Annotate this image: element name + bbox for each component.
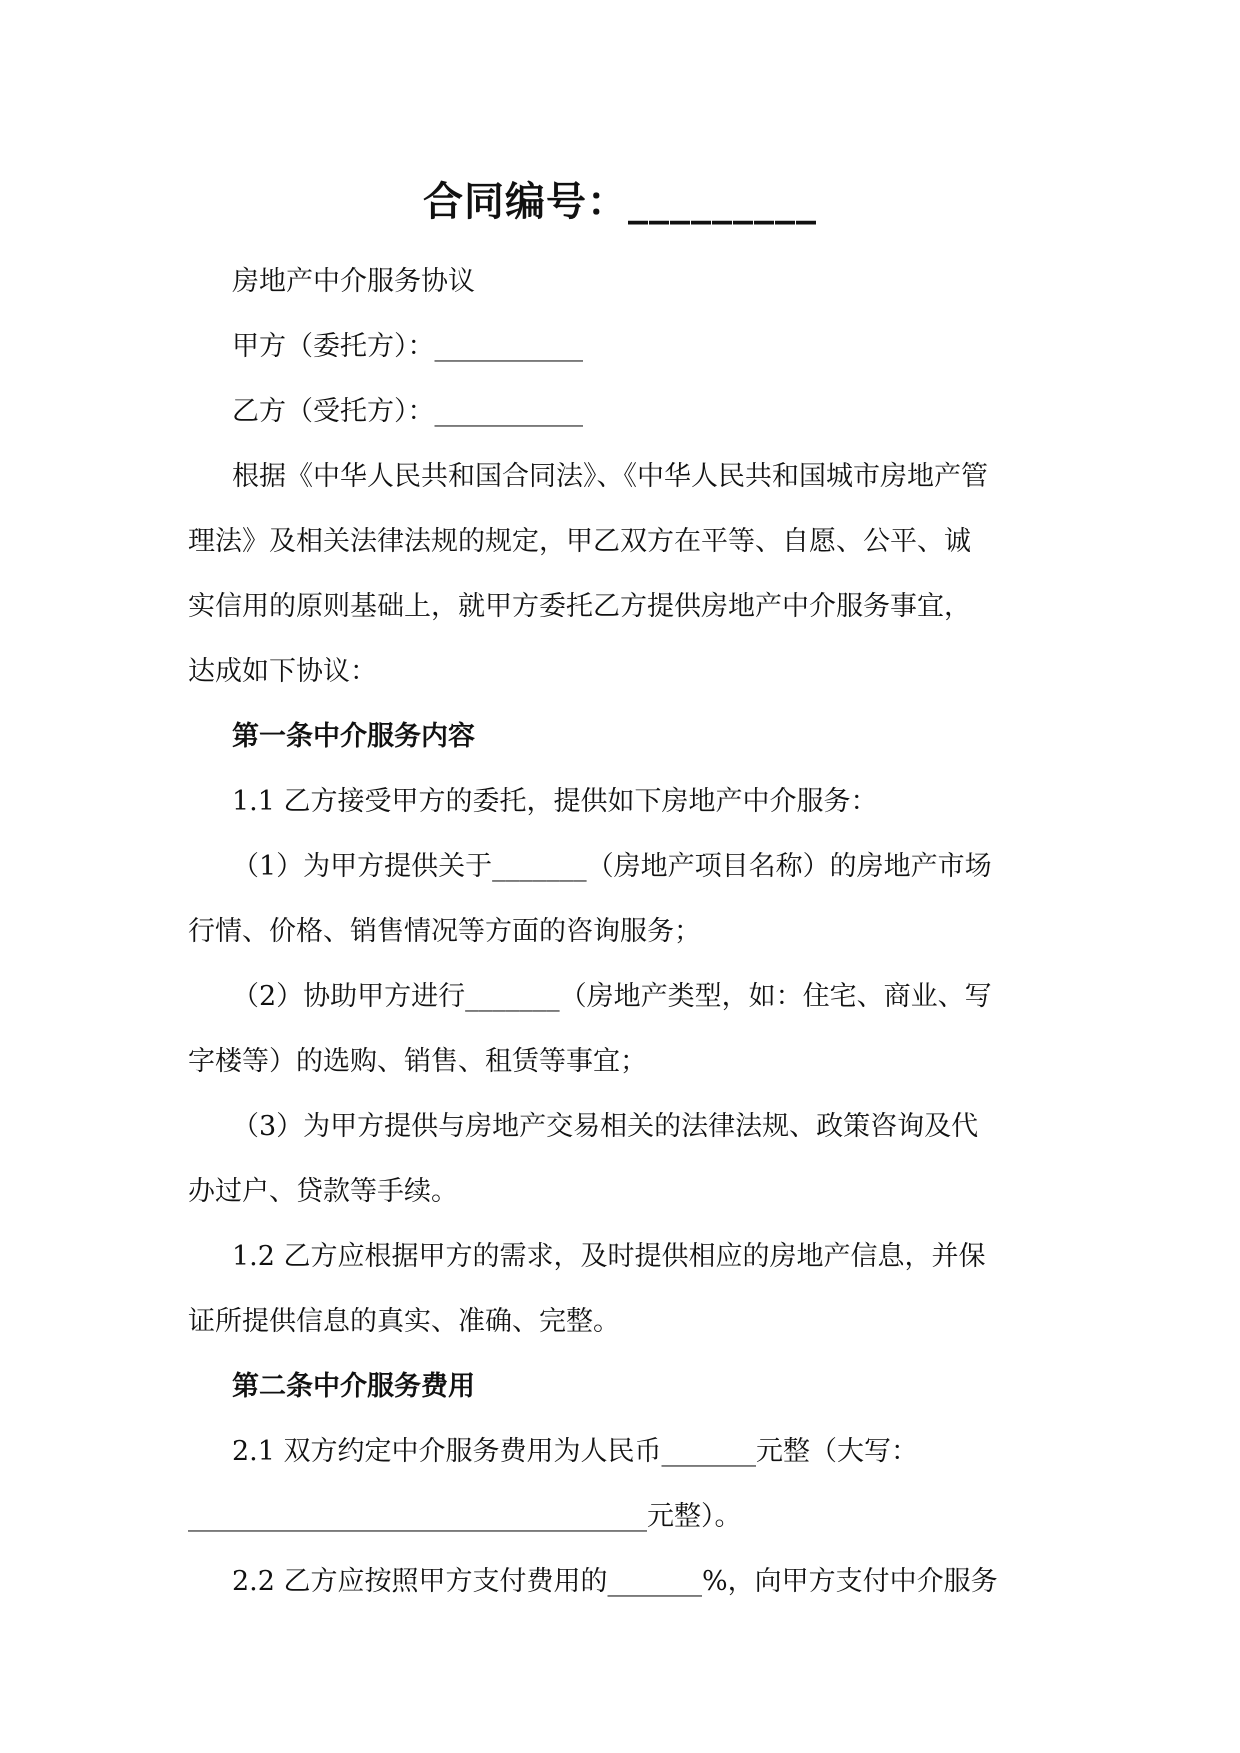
clause-1-1: 1.1 乙方接受甲方的委托，提供如下房地产中介服务： <box>232 786 878 817</box>
agreement-subtitle: 房地产中介服务协议 <box>232 266 475 297</box>
preamble-line-1: 根据《中华人民共和国合同法》、《中华人民共和国城市房地产管 <box>232 461 988 492</box>
preamble-line-4: 达成如下协议： <box>188 656 377 687</box>
clause-1-1-item-3-line-1: （3）为甲方提供与房地产交易相关的法律法规、政策咨询及代 <box>232 1111 979 1142</box>
contract-number-title: 合同编号：_________ <box>423 179 817 225</box>
clause-1-2-line-1: 1.2 乙方应根据甲方的需求，及时提供相应的房地产信息，并保 <box>232 1241 986 1272</box>
clause-1-1-item-2-line-1: （2）协助甲方进行_______（房地产类型，如：住宅、商业、写 <box>232 981 992 1012</box>
clause-1-1-item-1-line-1: （1）为甲方提供关于_______（房地产项目名称）的房地产市场 <box>232 851 992 882</box>
clause-1-2-line-2: 证所提供信息的真实、准确、完整。 <box>188 1306 620 1337</box>
clause-1-1-item-3-line-2: 办过户、贷款等手续。 <box>188 1176 458 1207</box>
article-1-heading: 第一条中介服务内容 <box>232 721 475 752</box>
clause-2-1-line-1: 2.1 双方约定中介服务费用为人民币_______元整（大写： <box>232 1436 919 1467</box>
clause-1-1-item-1-line-2: 行情、价格、销售情况等方面的咨询服务； <box>188 916 701 947</box>
clause-2-2-line-1: 2.2 乙方应按照甲方支付费用的_______%，向甲方支付中介服务 <box>232 1566 998 1597</box>
clause-2-1-line-2: __________________________________元整）。 <box>188 1501 742 1532</box>
preamble-line-3: 实信用的原则基础上，就甲方委托乙方提供房地产中介服务事宜， <box>188 591 971 622</box>
preamble-line-2: 理法》及相关法律法规的规定，甲乙双方在平等、自愿、公平、诚 <box>188 526 971 557</box>
article-2-heading: 第二条中介服务费用 <box>232 1371 475 1402</box>
party-a-line: 甲方（委托方）：___________ <box>232 331 583 362</box>
clause-1-1-item-2-line-2: 字楼等）的选购、销售、租赁等事宜； <box>188 1046 647 1077</box>
party-b-line: 乙方（受托方）：___________ <box>232 396 583 427</box>
